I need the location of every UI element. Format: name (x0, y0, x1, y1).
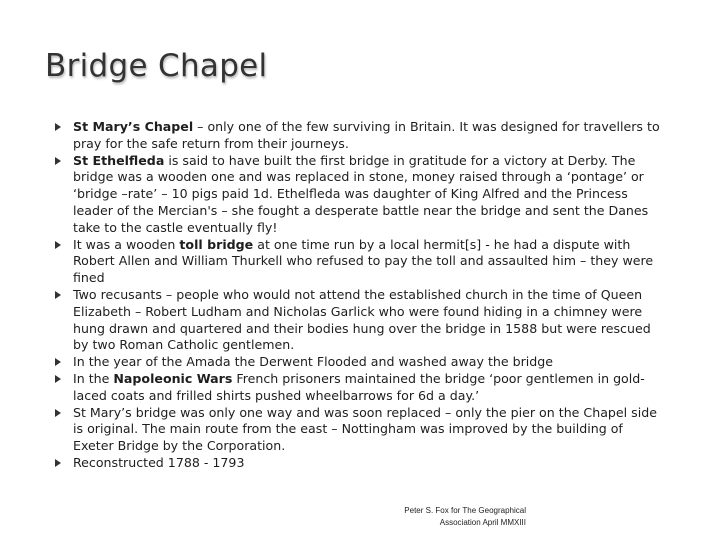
bullet-text: Two recusants – people who would not attend the established church in the time of Queen Elizabeth – Robert Ludham and Nicholas Garlick who were found hiding in a chimney were hung drawn and quartered and their bodies hung over the bridge in 1588 but were rescued by two Roman Catholic gentlemen. (73, 286, 651, 353)
arrow-bullet-icon (55, 123, 61, 131)
bullet-text: French prisoners maintained the bridge ‘poor gentlemen in gold-laced coats and frilled shirts pushed wheelbarrows for 6d a day.’ (73, 370, 645, 403)
bullet-text: In the year of the Amada the Derwent Flooded and washed away the bridge (73, 354, 554, 370)
list-item (55, 153, 665, 237)
bullet-text: at one time run by a local hermit[s] - he had a dispute with Robert Allen and William Thurkell who refused to pay the toll and assaulted him – they were fined (73, 236, 654, 286)
arrow-bullet-icon (55, 358, 61, 366)
list-item (55, 119, 665, 153)
bullet-bold-text: St Mary’s Chapel (73, 119, 194, 134)
credit-footnote (376, 505, 526, 529)
arrow-bullet-icon (55, 409, 61, 417)
arrow-bullet-icon (55, 459, 61, 467)
bullet-prefix-text: In the (73, 370, 114, 386)
credit-line-2: Association April MMXIII (439, 518, 526, 527)
bullet-text: Reconstructed 1788 - 1793 (73, 454, 245, 470)
page-title: Bridge Chapel (45, 48, 268, 84)
bullet-bold-text: St Ethelfleda (73, 152, 165, 168)
bullet-list (55, 119, 665, 472)
list-item (55, 371, 665, 405)
list-item (55, 287, 665, 354)
list-item (55, 237, 665, 287)
arrow-bullet-icon (55, 157, 61, 165)
arrow-bullet-icon (55, 375, 61, 383)
bullet-text: – only one of the few surviving in Britain. It was designed for travellers to pray for the safe return from their journeys. (73, 119, 660, 151)
credit-line-1: Peter S. Fox for The Geographical (404, 506, 526, 515)
bullet-bold-text: Napoleonic Wars (113, 370, 233, 386)
bullet-text: is said to have built the first bridge in gratitude for a victory at Derby. The bridge was a wooden one and was replaced in stone, money raised through a ‘pontage’ or ‘bridge –rate’ – 10 pigs paid 1d. Ethelfleda was daughter of King Alfred and the Princess leader of the Mercian's – she fought a desperate battle near the bridge and sent the Danes take to the castle eventually fly! (73, 152, 649, 235)
list-item (55, 455, 665, 472)
list-item (55, 405, 665, 455)
arrow-bullet-icon (55, 241, 61, 249)
list-item (55, 354, 665, 371)
bullet-prefix-text: It was a wooden (73, 236, 180, 252)
bullet-bold-text: toll bridge (179, 236, 254, 252)
arrow-bullet-icon (55, 291, 61, 299)
bullet-text: St Mary’s bridge was only one way and was soon replaced – only the pier on the Chapel side is original. The main route from the east – Nottingham was improved by the building of Exeter Bridge by the Corporation. (73, 404, 657, 454)
